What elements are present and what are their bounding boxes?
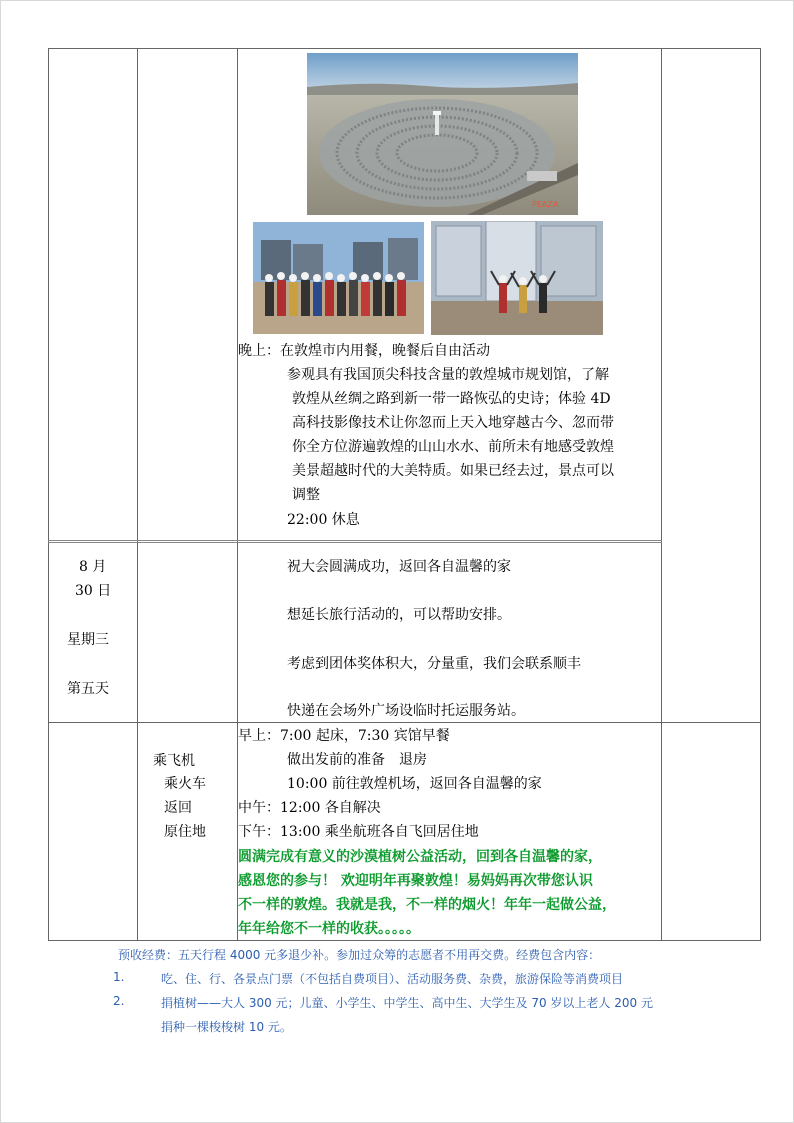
- evening-para-line-2: 敦煌从丝绸之路到新一带一路恢弘的史诗；体验 4D: [292, 391, 611, 407]
- table-top-border: [48, 48, 761, 49]
- fee-intro: 预收经费：五天行程 4000 元多退少补。参加过众筹的志愿者不用再交费。经费包含内容：: [118, 948, 601, 962]
- evening-heading: 晚上：在敦煌市内用餐，晚餐后自由活动: [238, 343, 490, 359]
- green-message-line-4: 年年给您不一样的收获。。。。。: [238, 921, 420, 937]
- return-morning: 早上：7:00 起床，7:30 宾馆早餐: [238, 728, 450, 744]
- return-prepare: 做出发前的准备 退房: [287, 752, 427, 768]
- fee-item-1-num: 1.: [113, 970, 125, 984]
- transport-plane: 乘飞机: [153, 753, 195, 769]
- evening-para-line-6: 调整: [292, 487, 320, 503]
- col-border-2: [137, 48, 138, 940]
- day5-date-month: 8 月: [79, 559, 107, 575]
- evening-para-line-1: 参观具有我国顶尖科技含量的敦煌城市规划馆，了解: [287, 367, 609, 383]
- day5-weekday: 星期三: [67, 632, 109, 648]
- cheer-photo: [431, 221, 603, 335]
- day5-line-4: 快递在会场外广场设临时托运服务站。: [287, 703, 525, 719]
- evening-para-line-5: 美景超越时代的大美特质。如果已经去过，景点可以: [292, 463, 614, 479]
- fee-item-2-text: 捐植树——大人 300 元；儿童、小学生、中学生、高中生、大学生及 70 岁以上老人 200 元: [161, 996, 653, 1010]
- solar-field-photo: [307, 53, 578, 215]
- day5-date-day: 30 日: [75, 583, 112, 599]
- return-airport: 10:00 前往敦煌机场，返回各自温馨的家: [287, 776, 542, 792]
- fee-extra: 捐种一棵梭梭树 10 元。: [161, 1020, 292, 1034]
- row-divider-2: [48, 722, 761, 723]
- green-message-line-3: 不一样的敦煌。我就是我，不一样的烟火！年年一起做公益，: [238, 897, 616, 913]
- return-noon: 中午：12:00 各自解决: [238, 800, 381, 816]
- day5-line-3: 考虑到团体奖体积大，分量重，我们会联系顺丰: [287, 656, 581, 672]
- row-divider-1: [48, 540, 662, 543]
- group-photo: [253, 222, 424, 334]
- evening-para-line-3: 高科技影像技术让你忽而上天入地穿越古今、忽而带: [292, 415, 614, 431]
- fee-item-1-text: 吃、住、行、各景点门票（不包括自费项目）、活动服务费、杂费，旅游保险等消费项目: [161, 972, 624, 986]
- green-message-line-1: 圆满完成有意义的沙漠植树公益活动，回到各自温馨的家，: [238, 849, 602, 865]
- col-border-5: [760, 48, 761, 940]
- fee-item-2-num: 2.: [113, 994, 125, 1008]
- photo-watermark: PEAZA: [532, 200, 559, 209]
- return-afternoon: 下午：13:00 乘坐航班各自飞回居住地: [238, 824, 479, 840]
- transport-train: 乘火车: [164, 776, 206, 792]
- transport-origin: 原住地: [164, 824, 206, 840]
- green-message-line-2: 感恩您的参与！ 欢迎明年再聚敦煌！易妈妈再次带您认识: [238, 873, 593, 889]
- day5-line-2: 想延长旅行活动的，可以帮助安排。: [287, 607, 511, 623]
- col-border-4: [661, 48, 662, 940]
- transport-return: 返回: [164, 800, 192, 816]
- evening-para-line-4: 你全方位游遍敦煌的山山水水、前所未有地感受敦煌: [292, 439, 614, 455]
- col-border-1: [48, 48, 49, 940]
- day5-line-1: 祝大会圆满成功，返回各自温馨的家: [287, 559, 511, 575]
- day5-label: 第五天: [67, 681, 109, 697]
- evening-rest: 22:00 休息: [287, 512, 360, 528]
